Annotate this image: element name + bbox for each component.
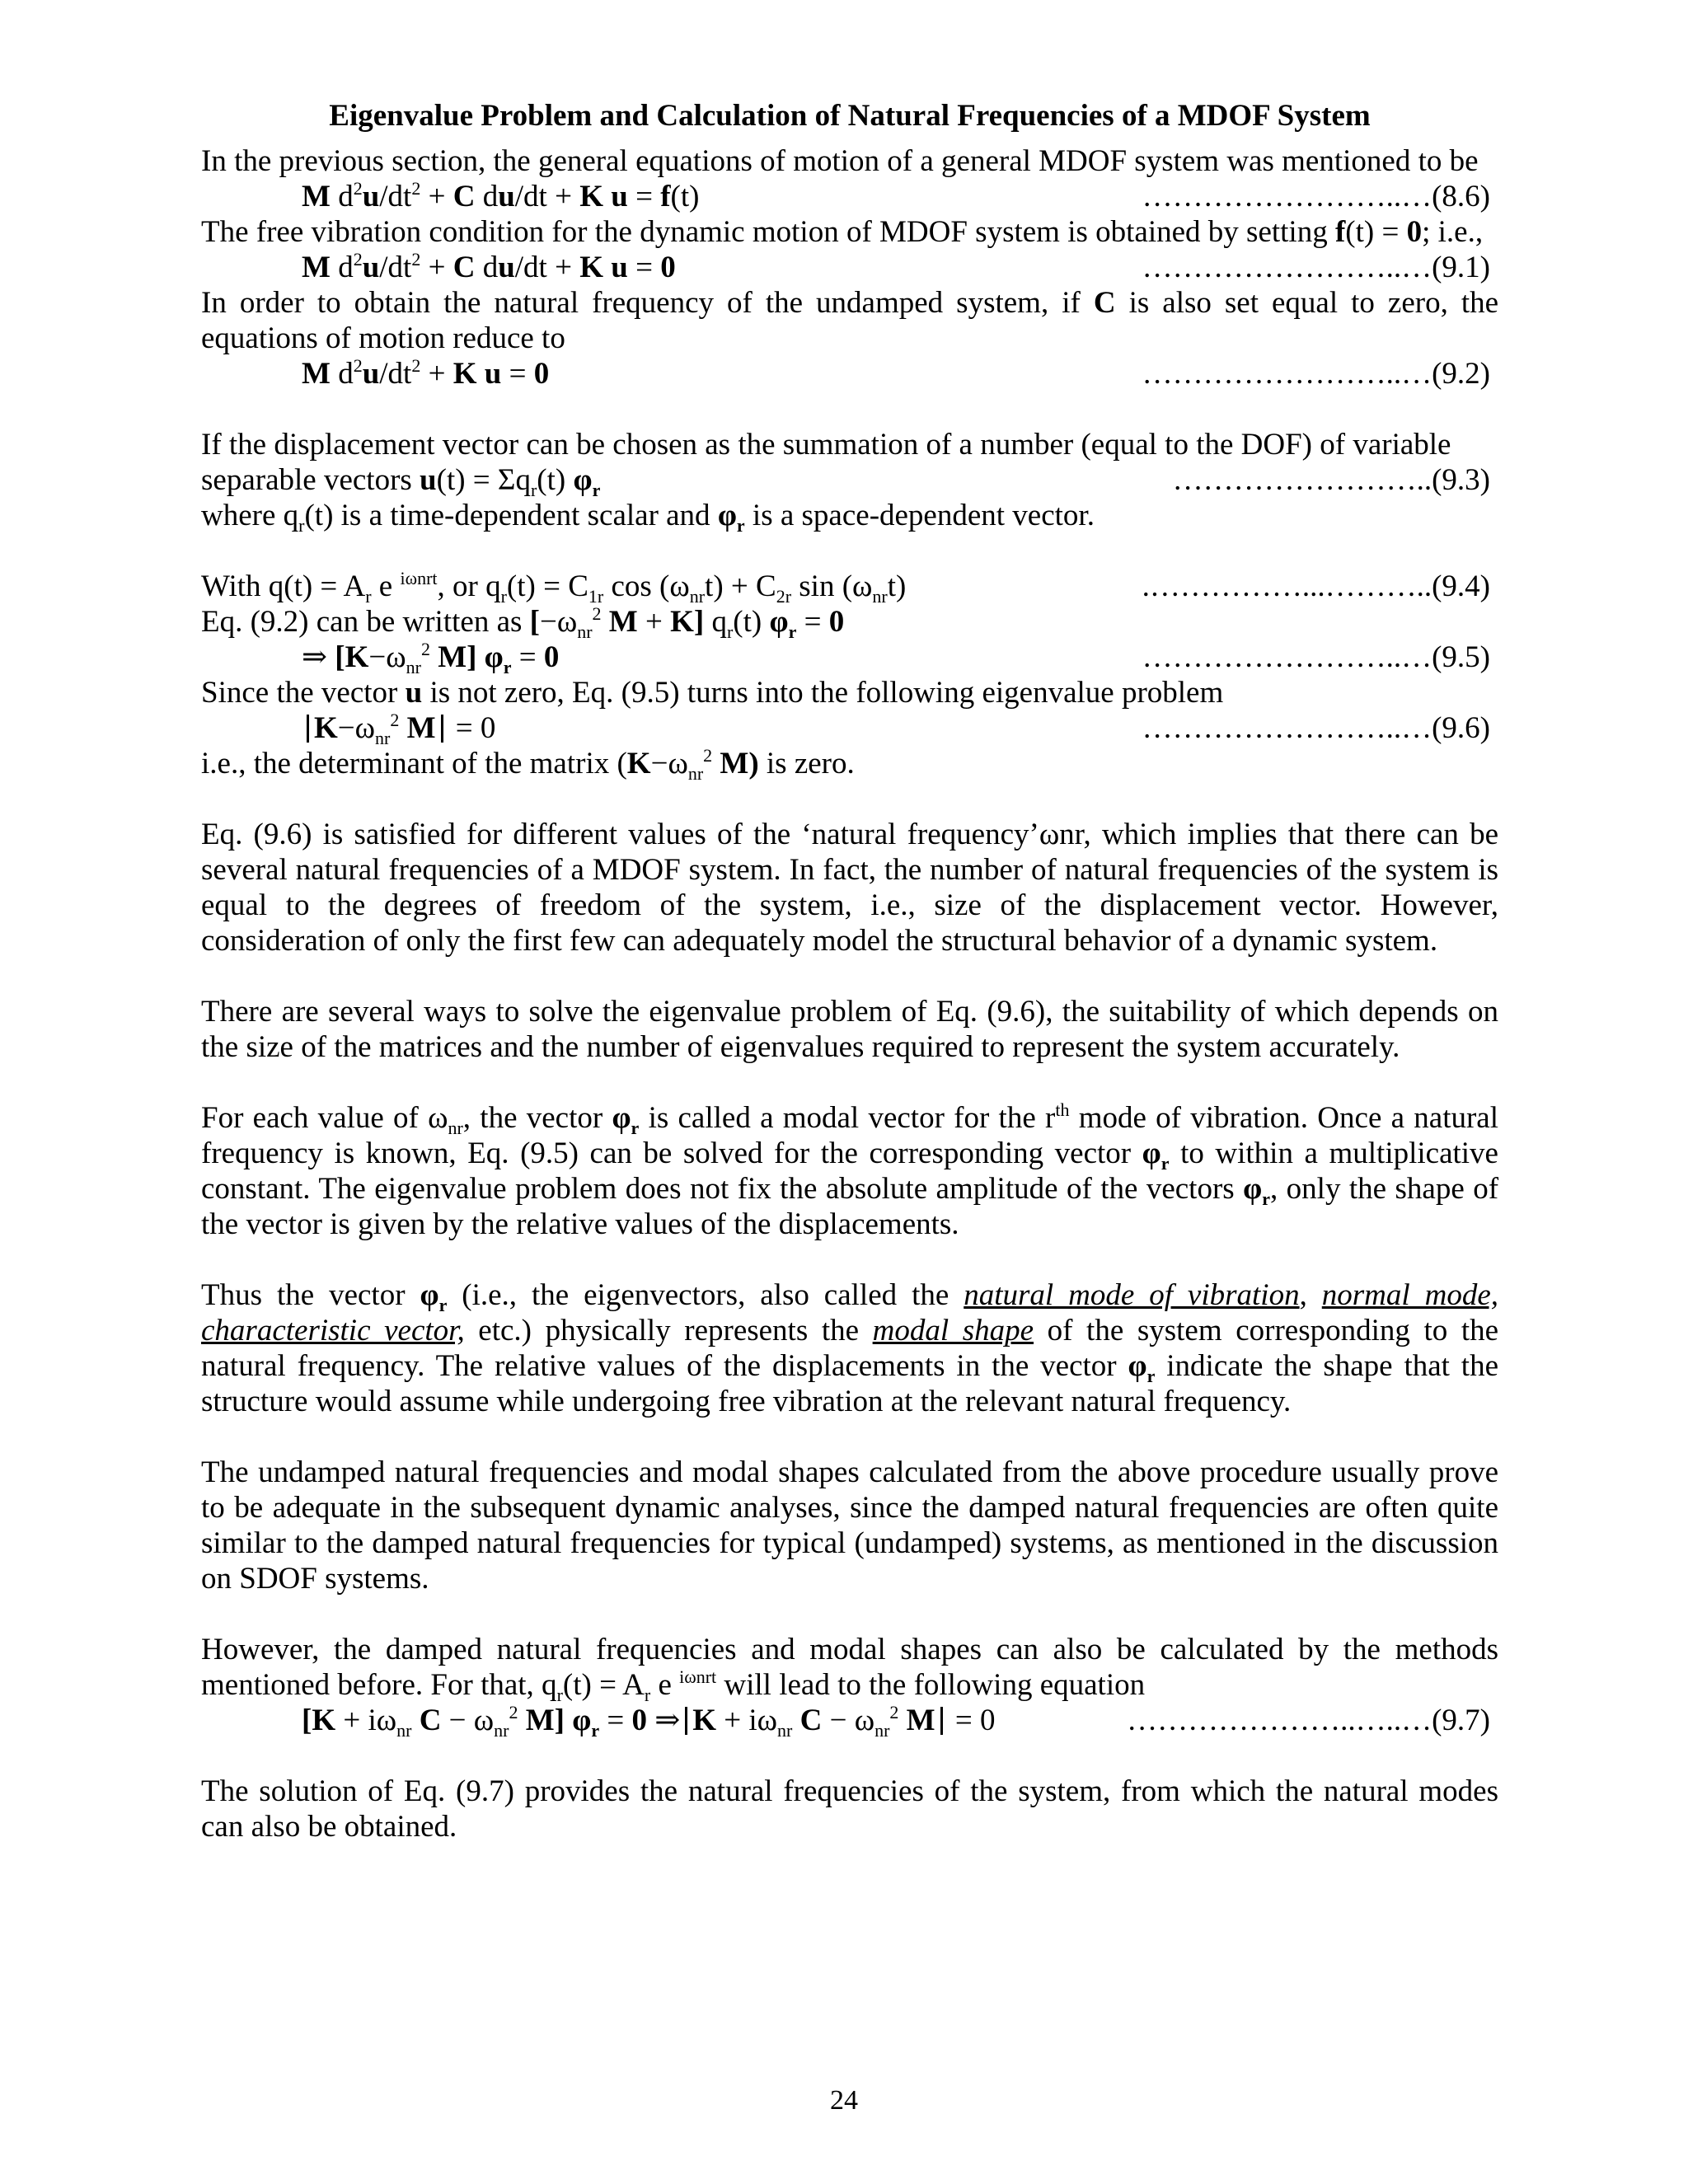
equation-9-1-number: ……………………..…(9.1) [1142,251,1490,284]
paragraph-eq92-written: Eq. (9.2) can be written as [$-\omega_{nr}^2$ M + K] $q_r(t) \varphi_r = 0$ [201,603,845,642]
paragraph-damped: However, the damped natural frequencies and modal shapes can also be calculated by the methods mentioned before. For that, $q_r(t) = A_r$ e $^{i\omega nrt}$ will lead to the following equation [201,1633,1498,1705]
equation-9-4-number: .……………...………..(9.4) [1142,569,1490,603]
equation-9-4-expression: With $q(t) = A_r$ e $^{i\omega nrt}$, or $q_r(t) = C_{1r}$ $\cos (\omega_{nr}t) + C_{2r}$ $\sin (\omega_{nr}t)$ [201,568,907,607]
equation-9-5 [201,640,1498,675]
equation-9-1 [201,250,1498,285]
equation-9-5-number: ……………………..…(9.5) [1142,640,1490,674]
paragraph-where: where $q_r(t)$ is a time-dependent scalar and $\varphi_r$ is a space-dependent vector. [201,499,1095,536]
equation-9-6-expression: $K-\omega_{nr}^2$ M = 0 [302,710,495,746]
paragraph-since: Since the vector u is not zero, Eq. (9.5) turns into the following eigenvalue problem [201,676,1224,710]
paragraph-thus: Thus the vector $\varphi_r$ (i.e., the eigenvectors, also called the natural mode of vibration, normal mode, characteristic vector, etc.) physically represents the modal shape of the system corresponding to the natural frequency. The relative values of the displacements in the vector $\varphi_r$ indicate the shape that the structure would assume while undergoing free vibration at the relevant natural frequency. [201,1278,1499,1418]
paragraph-undamped-adequate: The undamped natural frequencies and modal shapes calculated from the above procedure usually prove to be adequate in the subsequent dynamic analyses, since the damped natural frequencies are often quite similar to the damped natural frequencies for typical (undamped) systems, as mentioned in the discussion on SDOF systems. [201,1455,1498,1596]
equation-9-4 [201,568,1498,607]
paragraph-modal-vector: For each value of $\omega_{nr}$, the vector $\varphi_r$ is called a modal vector for the $r^{th}$ mode of vibration. Once a natural frequency is known, Eq. (9.5) can be solved for the corresponding vector $\varphi_r$ to within a multiplicative constant. The eigenvalue problem does not fix the absolute amplitude of the vectors $\varphi_r$, only the shape of the vector is given by the relative values of the displacements. [201,1099,1499,1241]
paragraph-several-ways: There are several ways to solve the eigenvalue problem of Eq. (9.6), the suitability of which depends on the size of the matrices and the number of eigenvalues required to represent the system accurately. [201,995,1498,1064]
paragraph-eq96-satisfied: Eq. (9.6) is satisfied for different values of the ‘natural frequency’ωnr, which implies that there can be several natural frequencies of a MDOF system. In fact, the number of natural frequencies of the system is equal to the degrees of freedom of the system, i.e., size of the displacement vector. However, consideration of only the first few can adequately model the structural behavior of a dynamic system. [201,818,1498,958]
equation-8-6 [201,179,1498,214]
equation-9-2-number: ……………………..…(9.2) [1142,357,1490,391]
paragraph-intro: In the previous section, the general equations of motion of a general MDOF system was mentioned to be [201,144,1479,178]
paragraph-determinant: i.e., the determinant of the matrix ($K-\omega_{nr}^2$ M) is zero. [201,745,855,784]
equation-9-6 [201,710,1498,746]
equation-9-7-number: …………………..…..…(9.7) [1127,1704,1490,1737]
paragraph-solution: The solution of Eq. (9.7) provides the natural frequencies of the system, from which the natural modes can also be obtained. [201,1774,1498,1844]
paragraph-undamped: In order to obtain the natural frequency of the undamped system, if C is also set equal to zero, the equations of motion reduce to [201,286,1499,355]
equation-9-7-expression: [$K + i\omega_{nr}$ $C - \omega_{nr}^2$ M] $\varphi_r = 0$ ⇒ $K + i\omega_{nr}$ $C - \omega_{nr}^2$ M = 0 [302,1702,996,1741]
equation-9-2-expression: M $d^2u/dt^2 + K$ u = 0 [302,355,550,391]
equation-9-1-expression: M $d^2u/dt^2 + C$ du/dt + K u = 0 [302,249,676,284]
equation-9-7 [201,1702,1498,1741]
page-title: Eigenvalue Problem and Calculation of Natural Frequencies of a MDOF System [329,99,1371,133]
paragraph-displacement-vector: If the displacement vector can be chosen as the summation of a number (equal to the DOF) of variable [201,428,1451,462]
equation-9-2 [201,356,1498,391]
document-page [201,97,1498,1844]
equation-9-6-number: ……………………..…(9.6) [1142,711,1490,745]
paragraph-free-vibration: The free vibration condition for the dynamic motion of MDOF system is obtained by setting f(t) = 0; i.e., [201,215,1484,249]
equation-9-3: separable vectors $u(t) = \Sigma q_r(t)$ $\varphi_r$ ……………………..(9.3) [201,463,1490,500]
equation-8-6-expression: M $d^2u/dt^2 + C$ du/dt + K u = f(t) [302,178,700,213]
equation-8-6-number: ……………………..…(8.6) [1142,180,1490,213]
equation-9-5-expression: ⇒ [$K-\omega_{nr}^2$ M] $\varphi_r = 0$ [302,639,560,677]
page-number: 24 [830,2085,858,2116]
equation-9-3-number: ……………………..(9.3) [1172,463,1490,497]
